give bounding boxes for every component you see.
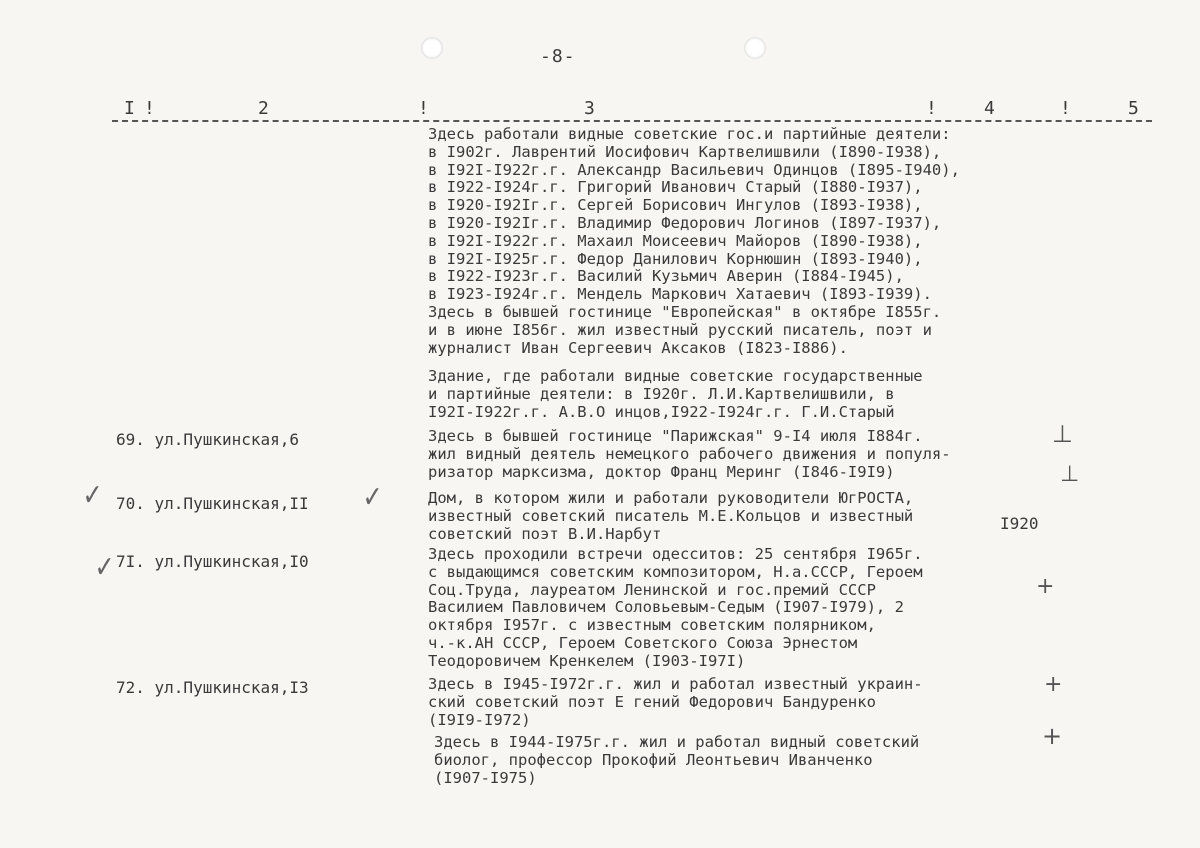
year-note: I920 bbox=[1000, 514, 1039, 533]
entry-text-block-2: Здесь в бывшей гостинице "Европейская" в октябре I855г. и в июне I856г. жил известный русский писатель, поэт и журналист Иван Сергеевич Аксаков (I823-I886). bbox=[428, 303, 942, 357]
page-number: -8- bbox=[540, 46, 576, 67]
column-separator: ! bbox=[1060, 98, 1071, 119]
checkmark-icon: ✓ bbox=[362, 480, 383, 515]
entry-text-block-5: Дом, в котором жили и работали руководители ЮгРОСТА, известный советский писатель М.Е.Кольцов и известный советский поэт В.И.Нарбут bbox=[428, 489, 914, 543]
column-separator: ! bbox=[144, 98, 155, 119]
plus-mark-icon: + bbox=[1044, 672, 1063, 697]
entry-text-block-7: Здесь в I945-I972г.г. жил и работал известный украин- ский советский поэт Е гений Федорович Бандуренко (I9I9-I972) bbox=[428, 675, 923, 729]
column-header-1: I bbox=[124, 98, 135, 119]
column-header-2: 2 bbox=[258, 98, 269, 119]
column-header-4: 4 bbox=[984, 98, 995, 119]
pencil-mark-icon: ⊥ bbox=[1052, 420, 1073, 448]
checkmark-icon: ✓ bbox=[82, 478, 103, 513]
entry-text-block-6: Здесь проходили встречи одесситов: 25 сентября I965г. с выдающимся советским композитором, Н.а.СССР, Героем Соц.Труда, лауреатом Ленинской и гос.премий СССР Василием Павловичем Соловьевым-Седым (I907-I979), 2 октября I957г. с известным советским полярником, ч.-к.АН СССР, Героем Советского Союза Эрнестом Теодоровичем Кренкелем (I903-I97I) bbox=[428, 545, 923, 670]
column-header-5: 5 bbox=[1128, 98, 1139, 119]
punch-hole-left bbox=[421, 37, 443, 59]
entry-text-block-3: Здание, где работали видные советские государственные и партийные деятели: в I920г. Л.И.Картвелишвили, в I92I-I922г.г. А.В.О инцов,I922-I924г.г. Г.И.Старый bbox=[428, 367, 923, 421]
column-header-3: 3 bbox=[584, 98, 595, 119]
header-rule bbox=[112, 120, 1152, 122]
address-entry-72: 72. ул.Пушкинская,I3 bbox=[116, 678, 309, 697]
address-entry-70: 70. ул.Пушкинская,II bbox=[116, 494, 309, 513]
address-entry-69: 69. ул.Пушкинская,6 bbox=[116, 430, 300, 449]
entry-text-block-8: Здесь в I944-I975г.г. жил и работал видный советский биолог, профессор Прокофий Леонтьевич Иванченко (I907-I975) bbox=[434, 733, 920, 787]
column-separator: ! bbox=[926, 98, 937, 119]
pencil-mark-icon: ⊥ bbox=[1060, 462, 1080, 487]
address-entry-71: 7I. ул.Пушкинская,I0 bbox=[116, 552, 309, 571]
plus-mark-icon: + bbox=[1036, 574, 1055, 599]
entry-text-block-4: Здесь в бывшей гостинице "Парижская" 9-I4 июля I884г. жил видный деятель немецкого рабочего движения и популя- ризатор марксизма, доктор Франц Меринг (I846-I9I9) bbox=[428, 427, 951, 481]
entry-text-block-1: Здесь работали видные советские гос.и партийные деятели: в I902г. Лаврентий Иосифович Картвелишвили (I890-I938), в I92I-I922г.г. Александр Васильевич Одинцов (I895-I940), в I922-I924г.г. Григорий Иванович Старый (I880-I937), в I920-I92Iг.г. Сергей Борисович Ингулов (I893-I938), в I920-I92Iг.г. Владимир Федорович Логинов (I897-I937), в I92I-I922г.г. Махаил Моисеевич Майоров (I890-I938), в I92I-I925г.г. Федор Данилович Корнюшин (I893-I940), в I922-I923г.г. Василий Кузьмич Аверин (I884-I945), в I923-I924г.г. Мендель Маркович Хатаевич (I893-I939). bbox=[428, 125, 960, 304]
checkmark-icon: ✓ bbox=[94, 550, 115, 585]
punch-hole-right bbox=[744, 37, 766, 59]
column-separator: ! bbox=[418, 98, 429, 119]
plus-mark-icon: + bbox=[1042, 722, 1063, 750]
